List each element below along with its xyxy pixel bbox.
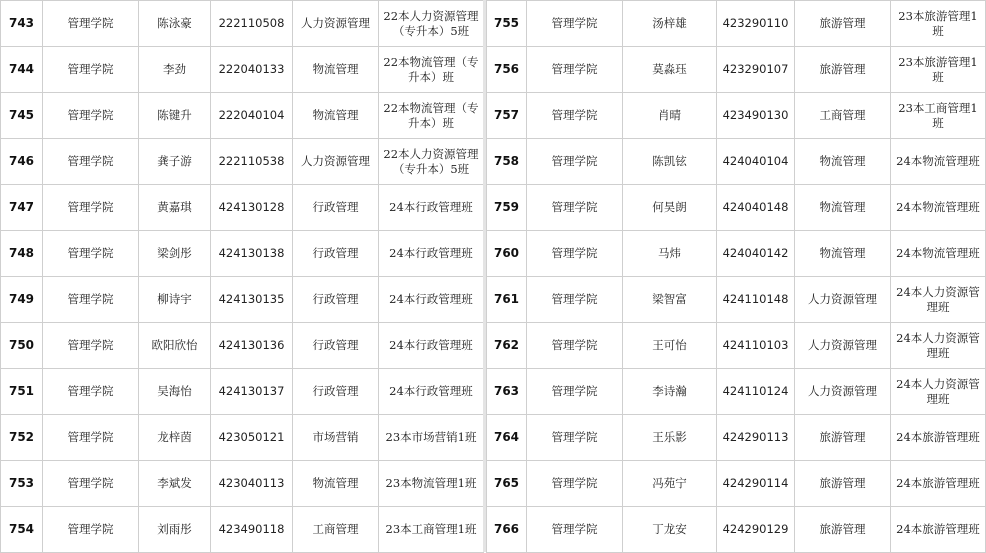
class-cell: 23本旅游管理1班	[891, 47, 986, 93]
class-cell: 24本物流管理班	[891, 139, 986, 185]
table-row	[1, 93, 484, 139]
student-name-cell: 李劲	[139, 47, 211, 93]
class-cell: 24本物流管理班	[891, 185, 986, 231]
college-cell: 管理学院	[527, 507, 623, 553]
table-row	[1, 47, 484, 93]
major-cell: 旅游管理	[795, 461, 891, 507]
major-cell: 物流管理	[795, 139, 891, 185]
table-row	[487, 323, 986, 369]
student-id-cell: 423490130	[717, 93, 795, 139]
row-number: 754	[1, 507, 43, 553]
class-cell: 24本行政管理班	[379, 231, 484, 277]
row-number: 759	[487, 185, 527, 231]
class-cell: 24本人力资源管理班	[891, 369, 986, 415]
row-number: 743	[1, 1, 43, 47]
row-number: 750	[1, 323, 43, 369]
student-name-cell: 吴海怡	[139, 369, 211, 415]
student-name-cell: 刘雨彤	[139, 507, 211, 553]
college-cell: 管理学院	[43, 1, 139, 47]
college-cell: 管理学院	[43, 461, 139, 507]
table-row	[487, 369, 986, 415]
student-id-cell: 424130136	[211, 323, 293, 369]
major-cell: 工商管理	[795, 93, 891, 139]
college-cell: 管理学院	[527, 1, 623, 47]
class-cell: 22本人力资源管理（专升本）5班	[379, 139, 484, 185]
student-name-cell: 陈凯铉	[623, 139, 717, 185]
major-cell: 物流管理	[293, 93, 379, 139]
student-name-cell: 陈键升	[139, 93, 211, 139]
major-cell: 行政管理	[293, 185, 379, 231]
class-cell: 22本物流管理（专升本）班	[379, 93, 484, 139]
class-cell: 24本行政管理班	[379, 277, 484, 323]
major-cell: 物流管理	[795, 231, 891, 277]
student-id-cell: 424040148	[717, 185, 795, 231]
class-cell: 24本行政管理班	[379, 369, 484, 415]
major-cell: 旅游管理	[795, 415, 891, 461]
class-cell: 24本人力资源管理班	[891, 277, 986, 323]
student-id-cell: 222040104	[211, 93, 293, 139]
right-roster-table	[486, 0, 986, 553]
table-row	[1, 507, 484, 553]
row-number: 760	[487, 231, 527, 277]
college-cell: 管理学院	[43, 231, 139, 277]
student-id-cell: 424110124	[717, 369, 795, 415]
class-cell: 22本物流管理（专升本）班	[379, 47, 484, 93]
student-name-cell: 梁智富	[623, 277, 717, 323]
student-name-cell: 丁龙安	[623, 507, 717, 553]
major-cell: 旅游管理	[795, 507, 891, 553]
major-cell: 物流管理	[293, 47, 379, 93]
class-cell: 24本人力资源管理班	[891, 323, 986, 369]
student-name-cell: 陈泳豪	[139, 1, 211, 47]
student-name-cell: 汤梓雄	[623, 1, 717, 47]
left-roster-table	[0, 0, 484, 553]
row-number: 766	[487, 507, 527, 553]
student-id-cell: 424130135	[211, 277, 293, 323]
student-name-cell: 马炜	[623, 231, 717, 277]
student-name-cell: 梁剑彤	[139, 231, 211, 277]
table-row	[487, 1, 986, 47]
college-cell: 管理学院	[43, 507, 139, 553]
student-id-cell: 424290113	[717, 415, 795, 461]
major-cell: 人力资源管理	[795, 369, 891, 415]
row-number: 761	[487, 277, 527, 323]
student-name-cell: 欧阳欣怡	[139, 323, 211, 369]
row-number: 764	[487, 415, 527, 461]
student-name-cell: 柳诗宇	[139, 277, 211, 323]
student-name-cell: 王乐影	[623, 415, 717, 461]
row-number: 748	[1, 231, 43, 277]
class-cell: 24本旅游管理班	[891, 507, 986, 553]
college-cell: 管理学院	[527, 369, 623, 415]
major-cell: 人力资源管理	[795, 323, 891, 369]
row-number: 758	[487, 139, 527, 185]
student-id-cell: 424290114	[717, 461, 795, 507]
class-cell: 24本行政管理班	[379, 185, 484, 231]
class-cell: 23本工商管理1班	[891, 93, 986, 139]
student-name-cell: 莫淼珏	[623, 47, 717, 93]
college-cell: 管理学院	[527, 277, 623, 323]
student-id-cell: 423050121	[211, 415, 293, 461]
student-id-cell: 424110148	[717, 277, 795, 323]
major-cell: 工商管理	[293, 507, 379, 553]
student-id-cell: 222110538	[211, 139, 293, 185]
table-row	[487, 185, 986, 231]
row-number: 752	[1, 415, 43, 461]
row-number: 746	[1, 139, 43, 185]
table-row	[487, 93, 986, 139]
student-id-cell: 423290107	[717, 47, 795, 93]
row-number: 763	[487, 369, 527, 415]
row-number: 749	[1, 277, 43, 323]
table-row	[1, 461, 484, 507]
student-id-cell: 424040142	[717, 231, 795, 277]
student-id-cell: 424290129	[717, 507, 795, 553]
row-number: 757	[487, 93, 527, 139]
student-name-cell: 龙梓茵	[139, 415, 211, 461]
student-id-cell: 222040133	[211, 47, 293, 93]
student-name-cell: 何昊朗	[623, 185, 717, 231]
row-number: 755	[487, 1, 527, 47]
college-cell: 管理学院	[527, 93, 623, 139]
student-id-cell: 424130128	[211, 185, 293, 231]
college-cell: 管理学院	[527, 185, 623, 231]
college-cell: 管理学院	[43, 369, 139, 415]
table-row	[1, 369, 484, 415]
table-row	[487, 231, 986, 277]
student-id-cell: 222110508	[211, 1, 293, 47]
college-cell: 管理学院	[43, 139, 139, 185]
major-cell: 行政管理	[293, 323, 379, 369]
row-number: 756	[487, 47, 527, 93]
college-cell: 管理学院	[43, 415, 139, 461]
college-cell: 管理学院	[43, 47, 139, 93]
row-number: 762	[487, 323, 527, 369]
major-cell: 旅游管理	[795, 1, 891, 47]
college-cell: 管理学院	[43, 323, 139, 369]
table-row	[1, 1, 484, 47]
major-cell: 人力资源管理	[293, 139, 379, 185]
row-number: 765	[487, 461, 527, 507]
class-cell: 23本旅游管理1班	[891, 1, 986, 47]
major-cell: 物流管理	[293, 461, 379, 507]
table-row	[487, 415, 986, 461]
major-cell: 行政管理	[293, 231, 379, 277]
class-cell: 23本市场营销1班	[379, 415, 484, 461]
college-cell: 管理学院	[43, 185, 139, 231]
right-roster-body	[487, 1, 986, 553]
class-cell: 24本行政管理班	[379, 323, 484, 369]
table-row	[1, 139, 484, 185]
class-cell: 22本人力资源管理（专升本）5班	[379, 1, 484, 47]
student-id-cell: 424040104	[717, 139, 795, 185]
student-id-cell: 423490118	[211, 507, 293, 553]
college-cell: 管理学院	[527, 139, 623, 185]
table-row	[487, 139, 986, 185]
table-row	[1, 415, 484, 461]
table-row	[487, 277, 986, 323]
table-row	[1, 323, 484, 369]
left-roster-body	[1, 1, 484, 553]
class-cell: 24本物流管理班	[891, 231, 986, 277]
student-name-cell: 王可怡	[623, 323, 717, 369]
student-name-cell: 肖晴	[623, 93, 717, 139]
college-cell: 管理学院	[43, 277, 139, 323]
row-number: 751	[1, 369, 43, 415]
student-id-cell: 424110103	[717, 323, 795, 369]
table-row	[1, 277, 484, 323]
table-row	[487, 461, 986, 507]
student-name-cell: 李斌发	[139, 461, 211, 507]
major-cell: 物流管理	[795, 185, 891, 231]
major-cell: 人力资源管理	[293, 1, 379, 47]
student-id-cell: 423290110	[717, 1, 795, 47]
table-row	[487, 47, 986, 93]
table-row	[1, 231, 484, 277]
college-cell: 管理学院	[527, 461, 623, 507]
student-id-cell: 424130138	[211, 231, 293, 277]
college-cell: 管理学院	[527, 47, 623, 93]
student-name-cell: 冯苑宁	[623, 461, 717, 507]
student-name-cell: 黄嘉琪	[139, 185, 211, 231]
college-cell: 管理学院	[527, 415, 623, 461]
row-number: 747	[1, 185, 43, 231]
major-cell: 市场营销	[293, 415, 379, 461]
row-number: 753	[1, 461, 43, 507]
class-cell: 23本物流管理1班	[379, 461, 484, 507]
major-cell: 人力资源管理	[795, 277, 891, 323]
student-name-cell: 龚子游	[139, 139, 211, 185]
college-cell: 管理学院	[527, 231, 623, 277]
student-id-cell: 423040113	[211, 461, 293, 507]
table-row	[1, 185, 484, 231]
student-id-cell: 424130137	[211, 369, 293, 415]
row-number: 744	[1, 47, 43, 93]
major-cell: 行政管理	[293, 277, 379, 323]
row-number: 745	[1, 93, 43, 139]
major-cell: 行政管理	[293, 369, 379, 415]
table-row	[487, 507, 986, 553]
student-name-cell: 李诗瀚	[623, 369, 717, 415]
class-cell: 24本旅游管理班	[891, 461, 986, 507]
major-cell: 旅游管理	[795, 47, 891, 93]
class-cell: 23本工商管理1班	[379, 507, 484, 553]
college-cell: 管理学院	[527, 323, 623, 369]
college-cell: 管理学院	[43, 93, 139, 139]
class-cell: 24本旅游管理班	[891, 415, 986, 461]
